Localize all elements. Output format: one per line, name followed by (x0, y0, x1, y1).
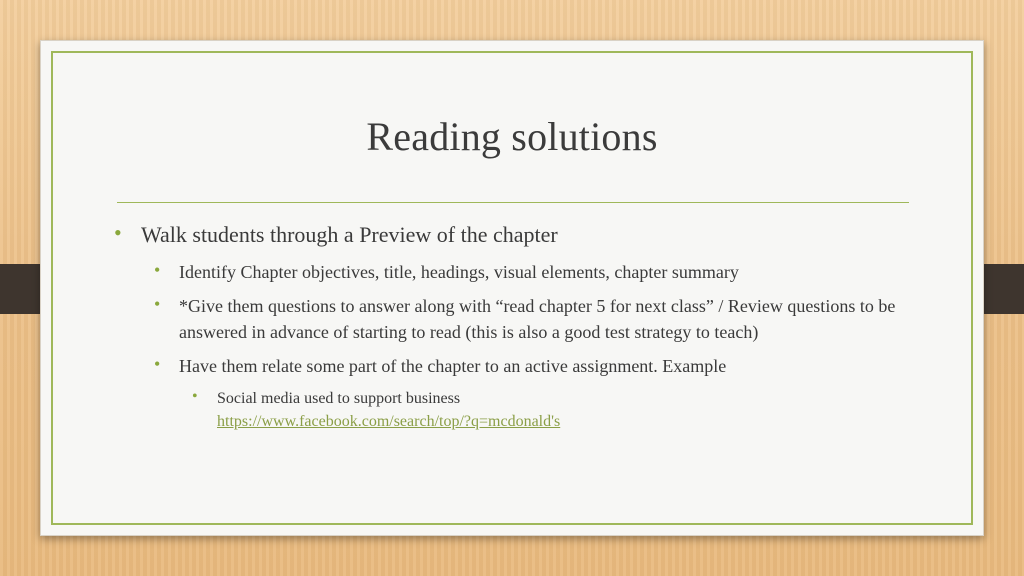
bullet-list (111, 221, 931, 433)
facebook-search-link[interactable]: https://www.facebook.com/search/top/?q=mcdonald's (217, 413, 561, 431)
bullet-give-questions: • *Give them questions to answer along with “read chapter 5 for next class” / Review questions to be answered in advance of starting to read (this is also a good test strategy to teach) (151, 293, 931, 345)
bullet-preview-chapter: • Walk students through a Preview of the chapter (111, 221, 931, 249)
social-media-text: Social media used to support business (217, 389, 461, 407)
bullet-social-media (189, 387, 931, 433)
bullet-identify-objectives: • Identify Chapter objectives, title, headings, visual elements, chapter summary (151, 259, 931, 285)
title-divider (117, 202, 909, 203)
bullet-relate-assignment: • Have them relate some part of the chapter to an active assignment. Example (151, 353, 931, 379)
slide (40, 40, 984, 536)
slide-title: Reading solutions (366, 114, 658, 159)
